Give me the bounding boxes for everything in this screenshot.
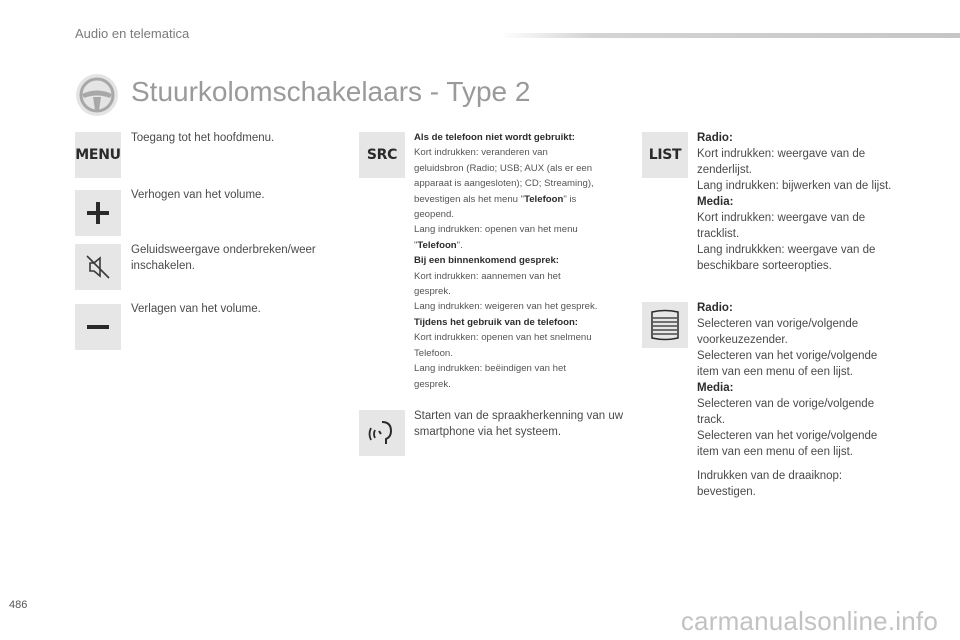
src-line: Kort indrukken: veranderen van	[414, 147, 548, 159]
list-line: Lang indrukkken: weergave van de	[697, 244, 876, 256]
wheel-line: Media:	[697, 382, 734, 394]
src-line: "Telefoon".	[414, 239, 463, 251]
src-line: apparaat is aangesloten); CD; Streaming),	[414, 178, 594, 190]
section-label: Audio en telematica	[75, 26, 190, 41]
list-line: Kort indrukken: weergave van de	[697, 148, 866, 160]
src-line: bevestigen als het menu "Telefoon" is	[414, 193, 577, 205]
voice-key-icon	[359, 410, 405, 456]
wheel-line: item van een menu of een lijst.	[697, 446, 853, 458]
list-line: Kort indrukken: weergave van de	[697, 212, 866, 224]
wheel-line: voorkeuzezender.	[697, 334, 788, 346]
menu-key-label: MENU	[75, 147, 121, 163]
list-key-label: LIST	[648, 147, 682, 163]
src-line: Als de telefoon niet wordt gebruikt:	[414, 132, 575, 143]
wheel-line: track.	[697, 414, 726, 426]
src-key-icon	[359, 132, 405, 178]
src-line: gesprek.	[414, 286, 451, 298]
wheel-line: item van een menu of een lijst.	[697, 366, 853, 378]
src-line: Lang indrukken: weigeren van het gesprek.	[414, 301, 598, 313]
src-line: Lang indrukken: beëindigen van het	[414, 363, 567, 375]
src-line: geluidsbron (Radio; USB; AUX (als er een	[414, 162, 593, 174]
menu-key-icon	[75, 132, 121, 178]
list-line: Lang indrukken: bijwerken van de lijst.	[697, 180, 892, 192]
steering-wheel-icon	[74, 72, 120, 118]
volume-down-description: Verlagen van het volume.	[131, 303, 261, 315]
page-number: 486	[9, 599, 28, 611]
src-description	[414, 130, 629, 392]
watermark: carmanualsonline.info	[680, 606, 938, 636]
src-line: geopend.	[414, 209, 455, 221]
minus-key-icon	[75, 304, 121, 350]
wheel-line: Selecteren van vorige/volgende	[697, 318, 859, 330]
volume-up-description: Verhogen van het volume.	[131, 189, 265, 201]
list-line: beschikbare sorteeropties.	[697, 260, 832, 272]
plus-key-icon	[75, 190, 121, 236]
list-line: tracklist.	[697, 228, 740, 240]
wheel-key-icon	[642, 302, 688, 348]
page-title: Stuurkolomschakelaars - Type 2	[131, 76, 531, 107]
wheel-description	[697, 300, 912, 460]
wheel-line: Selecteren van het vorige/volgende	[697, 430, 878, 442]
wheel-line: Radio:	[697, 302, 733, 314]
mute-description: Geluidsweergave onderbreken/weer inschakelen.	[131, 244, 316, 272]
press-description: Indrukken van de draaiknop: bevestigen.	[697, 470, 843, 498]
list-line: zenderlijst.	[697, 164, 752, 176]
src-line: Tijdens het gebruik van de telefoon:	[414, 316, 579, 328]
header-bar	[500, 33, 960, 38]
src-line: Kort indrukken: openen van het snelmenu	[414, 332, 592, 344]
menu-description: Toegang tot het hoofdmenu.	[131, 132, 275, 144]
voice-description: Starten van de spraakherkenning van uw smartphone via het systeem.	[414, 410, 624, 438]
list-line: Media:	[697, 196, 734, 208]
src-line: gesprek.	[414, 378, 451, 390]
mute-key-icon	[75, 244, 121, 290]
src-line: Kort indrukken: aannemen van het	[414, 270, 561, 282]
thumbwheel-icon	[648, 309, 682, 341]
wheel-line: Selecteren van de vorige/volgende	[697, 398, 875, 410]
wheel-line: Selecteren van het vorige/volgende	[697, 350, 878, 362]
plus-icon	[85, 200, 111, 226]
src-line: Bij een binnenkomend gesprek:	[414, 255, 560, 267]
list-description	[697, 130, 912, 274]
src-key-label: SRC	[366, 147, 398, 163]
voice-command-icon	[367, 418, 397, 448]
src-line: Telefoon.	[414, 347, 453, 359]
list-line: Radio:	[697, 132, 733, 144]
minus-icon	[85, 314, 111, 340]
list-key-icon	[642, 132, 688, 178]
speaker-mute-icon	[83, 252, 113, 282]
src-line: Lang indrukken: openen van het menu	[414, 224, 578, 236]
